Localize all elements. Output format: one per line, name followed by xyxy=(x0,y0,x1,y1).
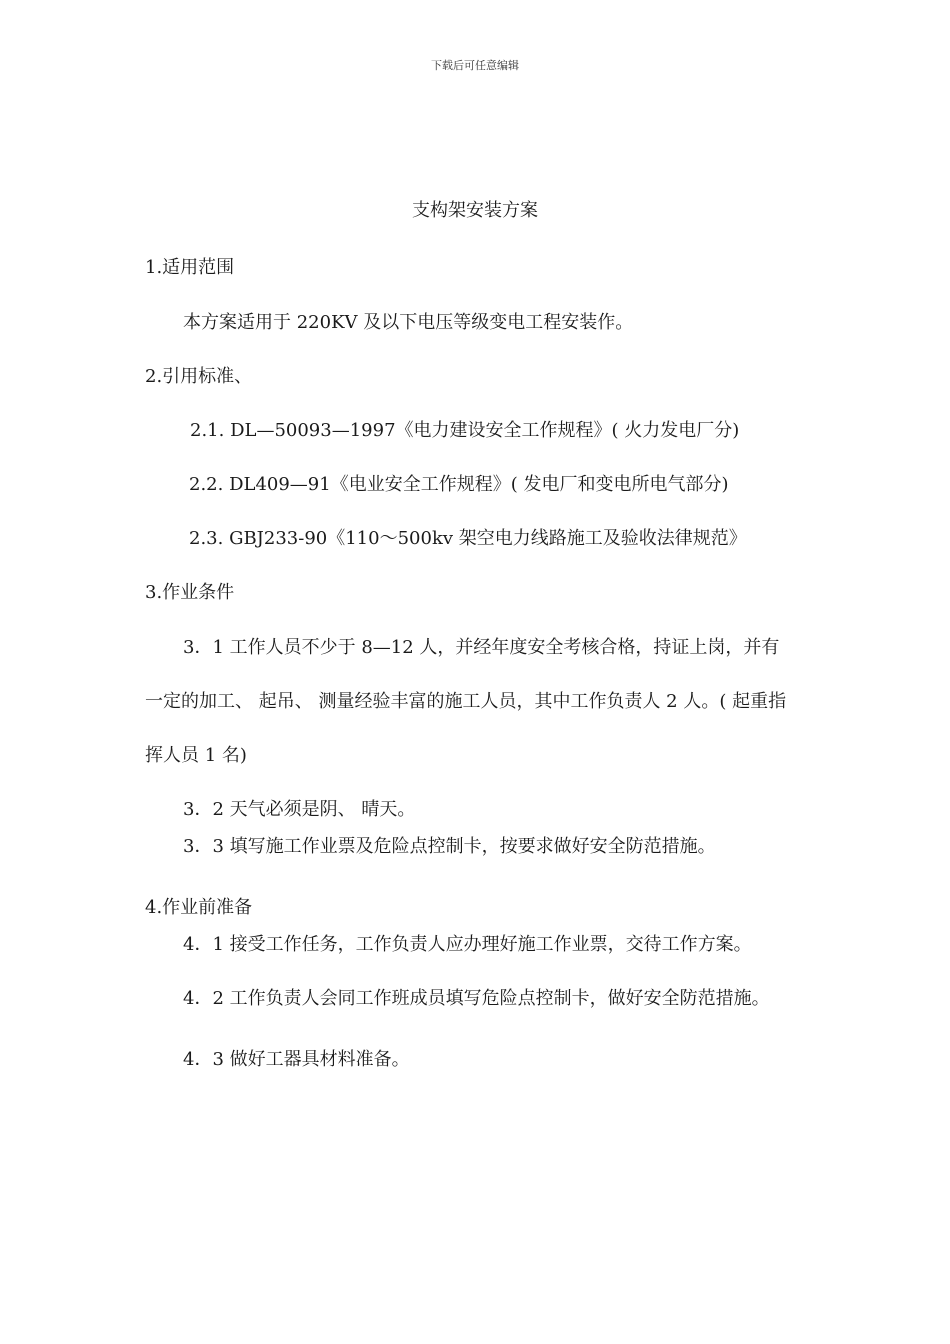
section-4-item-1: 4．1 接受工作任务，工作负责人应办理好施工作业票，交待工作方案。 xyxy=(183,934,752,955)
section-4-heading: 4.作业前准备 xyxy=(145,897,253,918)
header-note: 下载后可任意编辑 xyxy=(431,59,519,72)
section-3-item-2: 3．2 天气必须是阴、 晴天。 xyxy=(183,799,416,820)
section-4-item-2: 4．2 工作负责人会同工作班成员填写危险点控制卡，做好安全防范措施。 xyxy=(183,988,770,1009)
section-1-heading: 1.适用范围 xyxy=(145,257,235,278)
section-3-item-3: 3．3 填写施工作业票及危险点控制卡，按要求做好安全防范措施。 xyxy=(183,836,716,857)
section-3-item-1-line-2: 一定的加工、 起吊、 测量经验丰富的施工人员，其中工作负责人 2 人。( 起重指 xyxy=(145,691,787,712)
section-3-item-1-line-1: 3．1 工作人员不少于 8—12 人，并经年度安全考核合格，持证上岗，并有 xyxy=(183,637,780,658)
section-2-item-1: 2.1. DL—50093—1997《电力建设安全工作规程》( 火力发电厂分) xyxy=(190,420,740,441)
section-3-heading: 3.作业条件 xyxy=(145,582,235,603)
section-2-item-2: 2.2. DL409—91《电业安全工作规程》( 发电厂和变电所电气部分) xyxy=(189,474,729,495)
section-3-item-1-line-3: 挥人员 1 名) xyxy=(145,745,247,766)
section-2-heading: 2.引用标准、 xyxy=(145,366,253,387)
section-2-item-3: 2.3. GBJ233-90《110～500kv 架空电力线路施工及验收法律规范》 xyxy=(189,528,747,549)
section-4-item-3: 4．3 做好工器具材料准备。 xyxy=(183,1049,410,1070)
document-title: 支构架安装方案 xyxy=(412,200,538,221)
section-1-body: 本方案适用于 220KV 及以下电压等级变电工程安装作。 xyxy=(183,312,634,333)
